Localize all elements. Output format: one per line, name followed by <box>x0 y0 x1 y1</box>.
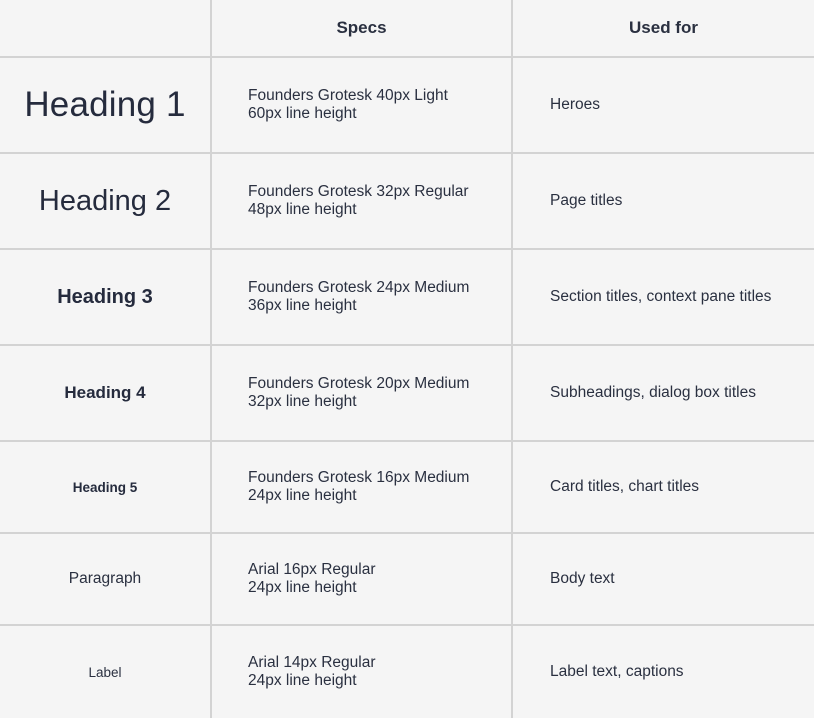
style-name-paragraph: Paragraph <box>68 570 142 587</box>
spec-line-height: 32px line height <box>248 393 357 410</box>
spec-cell <box>212 534 513 624</box>
spec-font: Founders Grotesk 20px Medium <box>248 375 470 392</box>
used-for-cell: Section titles, context pane titles <box>550 288 772 305</box>
style-name-cell <box>0 58 212 152</box>
spec-cell <box>212 250 513 344</box>
table-row <box>0 154 814 250</box>
table-row <box>0 346 814 442</box>
spec-line-height: 24px line height <box>248 672 357 689</box>
style-name-label: Label <box>88 664 122 680</box>
spec-font: Founders Grotesk 16px Medium <box>248 469 470 486</box>
style-name-heading-1: Heading 1 <box>24 85 186 124</box>
used-for-cell: Label text, captions <box>550 663 684 680</box>
style-name-heading-4: Heading 4 <box>64 383 146 402</box>
spec-font: Arial 16px Regular <box>248 561 376 578</box>
spec-line-height: 48px line height <box>248 201 357 218</box>
table-row <box>0 626 814 718</box>
style-name-cell <box>0 442 212 532</box>
header-used-for: Used for <box>629 18 698 37</box>
spec-font: Founders Grotesk 40px Light <box>248 87 448 104</box>
used-for-cell: Card titles, chart titles <box>550 478 700 495</box>
used-for-cell: Subheadings, dialog box titles <box>550 384 756 401</box>
header-cell-empty <box>0 0 212 56</box>
table-row <box>0 534 814 626</box>
style-name-heading-2: Heading 2 <box>38 184 172 217</box>
spec-font: Founders Grotesk 32px Regular <box>248 183 469 200</box>
style-name-heading-3: Heading 3 <box>57 285 153 308</box>
spec-line-height: 60px line height <box>248 105 357 122</box>
style-name-cell <box>0 346 212 440</box>
spec-cell <box>212 346 513 440</box>
table-header-row <box>0 0 814 58</box>
spec-cell <box>212 58 513 152</box>
spec-line-height: 36px line height <box>248 297 357 314</box>
spec-cell <box>212 154 513 248</box>
spec-cell <box>212 626 513 718</box>
style-name-cell <box>0 626 212 718</box>
used-for-cell: Page titles <box>550 192 623 209</box>
spec-font: Arial 14px Regular <box>248 654 376 671</box>
spec-cell <box>212 442 513 532</box>
style-name-cell <box>0 250 212 344</box>
spec-font: Founders Grotesk 24px Medium <box>248 279 470 296</box>
table-row <box>0 58 814 154</box>
table-row <box>0 250 814 346</box>
style-name-cell <box>0 154 212 248</box>
table-row <box>0 442 814 534</box>
header-specs: Specs <box>212 0 513 56</box>
used-for-cell: Body text <box>550 570 615 587</box>
spec-line-height: 24px line height <box>248 579 357 596</box>
style-name-heading-5: Heading 5 <box>72 479 138 495</box>
style-name-cell <box>0 534 212 624</box>
used-for-cell: Heroes <box>550 96 600 113</box>
spec-line-height: 24px line height <box>248 487 357 504</box>
